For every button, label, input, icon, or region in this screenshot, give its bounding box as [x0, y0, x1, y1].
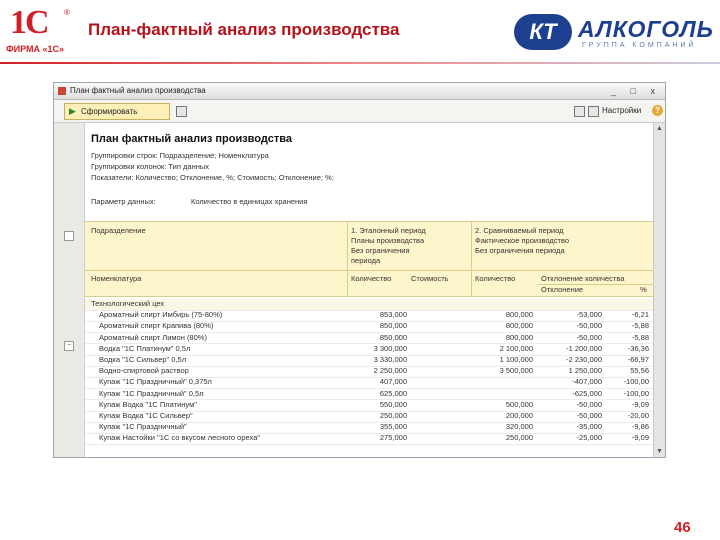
table-row[interactable] [85, 411, 653, 423]
vertical-scrollbar[interactable] [653, 123, 666, 457]
header-divider [0, 62, 720, 64]
cell-pct: -9,09 [631, 399, 649, 409]
cell-dev: -25,000 [576, 433, 602, 443]
header-nomenclature: Номенклатура [91, 274, 142, 283]
table-row[interactable] [85, 355, 653, 367]
header-period1-line2: Планы производства [351, 236, 425, 245]
cell-plan: 3 300,000 [373, 343, 407, 353]
cell-name: Купаж "1С Праздничный" 0,5л [99, 388, 204, 398]
cell-name: Купаж Водка "1С Платинум" [99, 399, 197, 409]
cell-name: Ароматный спирт Имбирь (75-80%) [99, 310, 223, 320]
cell-dev: -50,000 [576, 332, 602, 342]
report-meta-rows: Группировки строк: Подразделение; Номенклатура [91, 151, 269, 160]
cell-fact: 800,000 [505, 310, 533, 320]
report-param-label: Параметр данных: [91, 197, 156, 206]
kt-logo-mark: КТ [514, 14, 572, 50]
cell-plan: 355,000 [379, 422, 407, 432]
cell-plan: 850,000 [379, 321, 407, 331]
header-subdivision: Подразделение [91, 226, 146, 235]
cell-fact: 320,000 [505, 422, 533, 432]
registered-icon: ® [64, 8, 70, 17]
header-pct: % [640, 285, 647, 294]
cell-pct: -5,88 [631, 321, 649, 331]
cell-dev: -1 200,000 [566, 343, 602, 353]
cell-plan: 625,000 [379, 388, 407, 398]
cell-dev: -35,000 [576, 422, 602, 432]
form-report-button[interactable] [64, 103, 170, 120]
cell-fact: 500,000 [505, 399, 533, 409]
cell-plan: 2 250,000 [373, 366, 407, 376]
cell-pct: -100,00 [623, 377, 649, 387]
cell-pct: -20,00 [627, 411, 649, 420]
form-report-label: Сформировать [81, 107, 138, 116]
cell-dev: 1 250,000 [568, 366, 602, 376]
cell-plan: 250,000 [379, 411, 407, 420]
cell-name: Водка "1С Платинум" 0,5л [99, 343, 191, 353]
play-icon: ▶ [69, 106, 76, 116]
cell-plan: 275,000 [379, 433, 407, 443]
1c-logo [6, 6, 72, 56]
header-period1-line3: Без ограничения [351, 246, 410, 255]
cell-name: Купаж "1С Праздничный" [99, 422, 187, 432]
cell-fact: 800,000 [505, 332, 533, 342]
grouping-gutter [54, 123, 85, 457]
group-row-label: Технологический цех [91, 299, 165, 308]
report-meta-columns: Группировки колонок: Тип данных [91, 162, 209, 171]
cell-pct: 55,56 [630, 366, 649, 376]
cell-name: Купаж Водка "1С Сильвер" [99, 411, 193, 420]
report-sheet [85, 123, 653, 457]
print-icon[interactable] [176, 106, 187, 117]
scroll-down-icon[interactable]: ▼ [656, 448, 663, 455]
report-header [85, 221, 653, 297]
cell-name: Водка "1С Сильвер" 0,5л [99, 355, 187, 364]
cell-dev: -407,000 [572, 377, 602, 387]
table-row[interactable] [85, 310, 653, 322]
window-titlebar[interactable] [54, 83, 665, 100]
cell-dev: -50,000 [576, 321, 602, 331]
cell-fact: 2 100,000 [499, 343, 533, 353]
report-meta-indicators: Показатели: Количество; Отклонение, %; Стоимость; Отклонение; %; [91, 173, 334, 182]
cell-fact: 800,000 [505, 321, 533, 331]
1c-logo-mark: 1С [10, 4, 48, 41]
window-title: План фактный анализ производства [70, 86, 206, 95]
table-row[interactable] [85, 377, 653, 389]
cell-name: Водно-спиртовой раствор [99, 366, 189, 376]
collapse-header-icon[interactable] [64, 231, 74, 241]
cell-name: Купаж "1С Праздничный" 0,375л [99, 377, 212, 387]
cell-name: Ароматный спирт Лимон (80%) [99, 332, 207, 342]
cell-dev: -2 230,000 [566, 355, 602, 364]
header-period2-line2: Фактическое производство [475, 236, 570, 245]
cell-pct: -100,00 [623, 388, 649, 398]
alkogol-logo [514, 14, 714, 54]
report-param-value: Количество в единицах хранения [191, 197, 308, 206]
1c-logo-firm: ФИРМА «1С» [6, 44, 65, 54]
page-number: 46 [674, 519, 691, 536]
report-window [53, 82, 666, 458]
cell-plan: 3 330,000 [373, 355, 407, 364]
header-dev-qty: Отклонение количества [541, 274, 625, 283]
collapse-group-icon[interactable]: − [64, 341, 74, 351]
scroll-up-icon[interactable]: ▲ [656, 125, 663, 132]
group-row[interactable] [85, 299, 653, 311]
cell-pct: -6,21 [631, 310, 649, 320]
table-row[interactable] [85, 321, 653, 333]
cell-dev: -50,000 [576, 399, 602, 409]
slide-title: План-фактный анализ производства [88, 20, 400, 39]
cell-name: Купаж Настойки "1С со вкусом лесного ореха" [99, 433, 261, 443]
header-period2-line1: 2. Сравниваемый период [475, 226, 564, 235]
table-row[interactable] [85, 344, 653, 356]
header-dev: Отклонение [541, 285, 584, 294]
alkogol-logo-name: АЛКОГОЛЬ [578, 16, 714, 42]
cell-fact: 1 100,000 [499, 355, 533, 364]
table-row[interactable] [85, 366, 653, 378]
header-period1-line4: периода [351, 256, 381, 265]
cell-fact: 200,000 [505, 411, 533, 420]
cell-plan: 853,000 [379, 310, 407, 320]
window-controls[interactable]: _ □ x [611, 86, 661, 96]
help-icon[interactable]: ? [652, 105, 663, 116]
settings-icon[interactable] [588, 106, 599, 117]
cell-pct: -5,88 [631, 332, 649, 342]
cell-fact: 250,000 [505, 433, 533, 443]
cell-name: Ароматный спирт Крапива (80%) [99, 321, 214, 331]
cell-dev: -50,000 [576, 411, 602, 420]
cell-dev: -53,000 [576, 310, 602, 320]
alkogol-logo-sub: ГРУППА КОМПАНИЙ [582, 42, 697, 49]
table-row[interactable] [85, 333, 653, 345]
window-app-icon [58, 87, 66, 95]
cell-pct: -9,09 [631, 433, 649, 443]
table-row[interactable] [85, 433, 653, 445]
cell-pct: -9,86 [631, 422, 649, 432]
cell-pct: -36,36 [627, 343, 649, 353]
cell-plan: 550,000 [379, 399, 407, 409]
report-title: План фактный анализ производства [91, 133, 292, 145]
cell-pct: -66,97 [627, 355, 649, 364]
report-toolbar [54, 100, 665, 123]
header-period2-line3: Без ограничения периода [475, 246, 565, 255]
settings-button[interactable]: Настройки [602, 106, 642, 115]
cell-dev: -625,000 [572, 388, 602, 398]
table-layout-icon[interactable] [574, 106, 585, 117]
cell-plan: 407,000 [379, 377, 407, 387]
header-cost: Стоимость [411, 274, 449, 283]
cell-fact: 3 500,000 [499, 366, 533, 376]
header-period1-line1: 1. Эталонный период [351, 226, 426, 235]
slide-header [0, 0, 720, 62]
table-row[interactable] [85, 389, 653, 401]
header-qty: Количество [351, 274, 392, 283]
table-row[interactable] [85, 422, 653, 434]
cell-plan: 850,000 [379, 332, 407, 342]
table-row[interactable] [85, 400, 653, 412]
header-qty2: Количество [475, 274, 516, 283]
